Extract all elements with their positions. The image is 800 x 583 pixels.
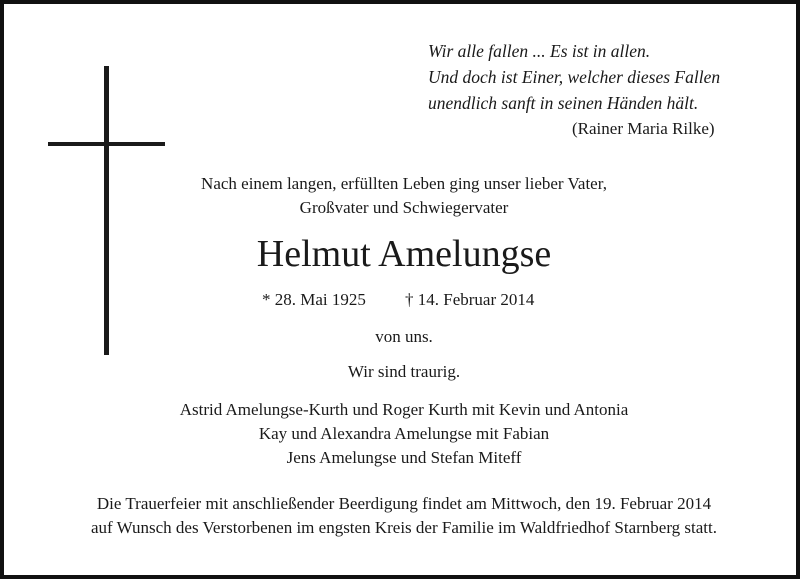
rilke-quote [428,38,720,116]
family-member-line: Jens Amelungse und Stefan Miteff [286,448,522,467]
quote-line: Wir alle fallen ... Es ist in allen. [428,41,651,61]
family-member-line: Astrid Amelungse-Kurth und Roger Kurth mit Kevin und Antonia [179,400,629,419]
funeral-info-line-2: auf Wunsch des Verstorbenen im engsten Kreis der Familie im Waldfriedhof Starnberg statt. [90,518,718,537]
family-member-line: Kay und Alexandra Amelungse mit Fabian [258,424,550,443]
mourning-text: Wir sind traurig. [347,362,461,381]
cross-horizontal-bar [48,142,165,146]
funeral-info-line-1: Die Trauerfeier mit anschließender Beerdigung findet am Mittwoch, den 19. Februar 2014 [96,494,712,513]
closing-text: von uns. [375,327,433,346]
death-date: † 14. Februar 2014 [405,290,535,309]
intro-text-line-2: Großvater und Schwiegervater [299,198,509,217]
intro-text-line-1: Nach einem langen, erfüllten Leben ging unser lieber Vater, [201,174,607,193]
deceased-name: Helmut Amelungse [256,233,552,275]
quote-line: Und doch ist Einer, welcher dieses Fallen [428,67,721,87]
quote-line: unendlich sanft in seinen Händen hält. [428,93,699,113]
quote-author: (Rainer Maria Rilke) [572,119,715,138]
birth-date: * 28. Mai 1925 [262,290,366,309]
